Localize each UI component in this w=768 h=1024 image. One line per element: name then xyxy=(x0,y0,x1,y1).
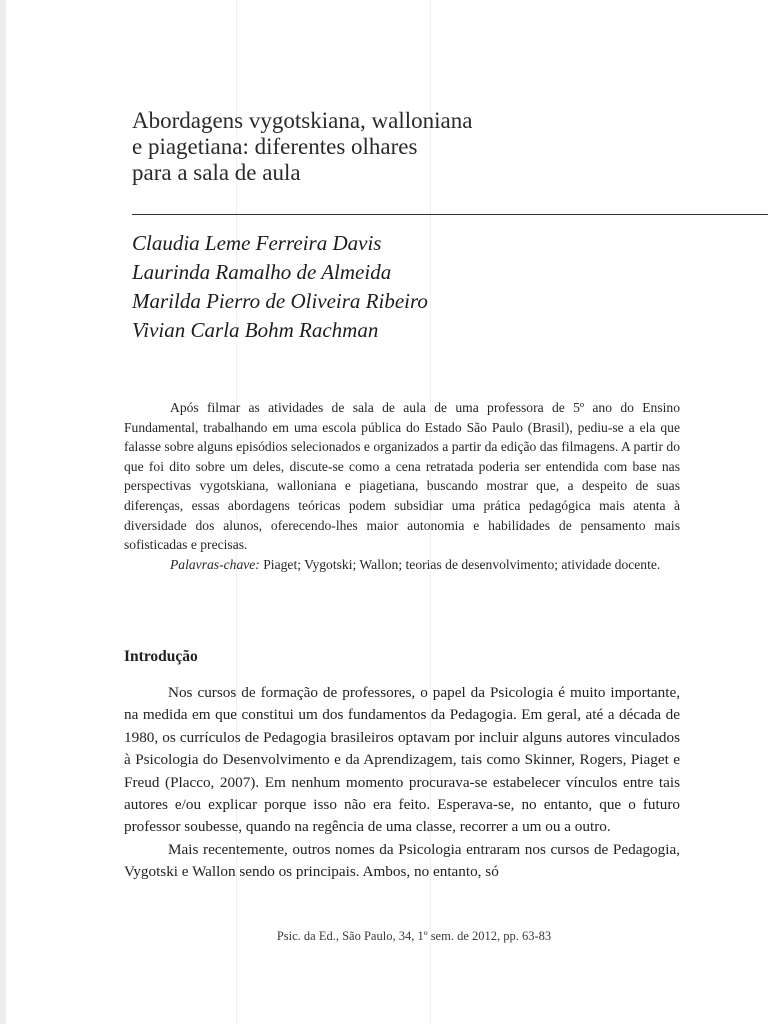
article-title xyxy=(132,108,602,186)
title-divider xyxy=(132,214,768,215)
title-line: para a sala de aula xyxy=(132,160,301,185)
abstract-text: Após filmar as atividades de sala de aula de uma professora de 5º ano do Ensino Fundamental, trabalhando em uma escola pública do Estado São Paulo (Brasil), pediu-se a ela que falasse sobre alguns episódios selecionados e organizados a partir da edição das filmagens. A partir do que foi dito sobre um deles, discute-se como a cena retratada poderia ser entendida com base nas perspectivas vygotskiana, walloniana e piagetiana, buscando mostrar que, a despeito de suas diferenças, essas abordagens teóricas podem subsidiar uma prática pedagógica mais atenta à diversidade dos alunos, oferecendo-lhes maior autonomia e habilidades de pensamento mais sofisticadas e precisas. xyxy=(124,400,680,553)
author-name: Claudia Leme Ferreira Davis xyxy=(132,231,382,255)
abstract xyxy=(124,398,680,574)
author-list xyxy=(132,229,632,345)
body-paragraph: Nos cursos de formação de professores, o papel da Psicologia é muito importante, na medida em que constitui um dos fundamentos da Pedagogia. Em geral, até a década de 1980, os currículos de Pedagogia brasileiros optavam por incluir alguns autores vinculados à Psicologia do Desenvolvimento e da Aprendizagem, tais como Skinner, Rogers, Piaget e Freud (Placco, 2007). Em nenhum momento procurava-se estabelecer vínculos entre tais autores e/ou explicar porque isso não era feito. Esperava-se, no entanto, que o futuro professor soubesse, quando na regência de uma classe, recorrer a um ou a outro. xyxy=(124,684,680,836)
keywords-list: Piaget; Vygotski; Wallon; teorias de desenvolvimento; atividade docente. xyxy=(259,556,661,572)
title-line: Abordagens vygotskiana, walloniana xyxy=(132,108,473,133)
body-paragraph: Mais recentemente, outros nomes da Psicologia entraram nos cursos de Pedagogia, Vygotski e Wallon sendo os principais. Ambos, no entanto, só xyxy=(124,840,680,881)
author-name: Vivian Carla Bohm Rachman xyxy=(132,318,379,342)
author-name: Marilda Pierro de Oliveira Ribeiro xyxy=(132,289,428,313)
title-line: e piagetiana: diferentes olhares xyxy=(132,134,418,159)
section-heading: Introdução xyxy=(124,648,198,665)
keywords-label: Palavras-chave: xyxy=(170,556,260,572)
author-name: Laurinda Ramalho de Almeida xyxy=(132,260,392,284)
page-footer: Psic. da Ed., São Paulo, 34, 1º sem. de 2012, pp. 63-83 xyxy=(276,929,552,943)
page-left-edge xyxy=(0,0,6,1024)
body-text xyxy=(124,682,680,884)
keywords xyxy=(124,555,680,575)
